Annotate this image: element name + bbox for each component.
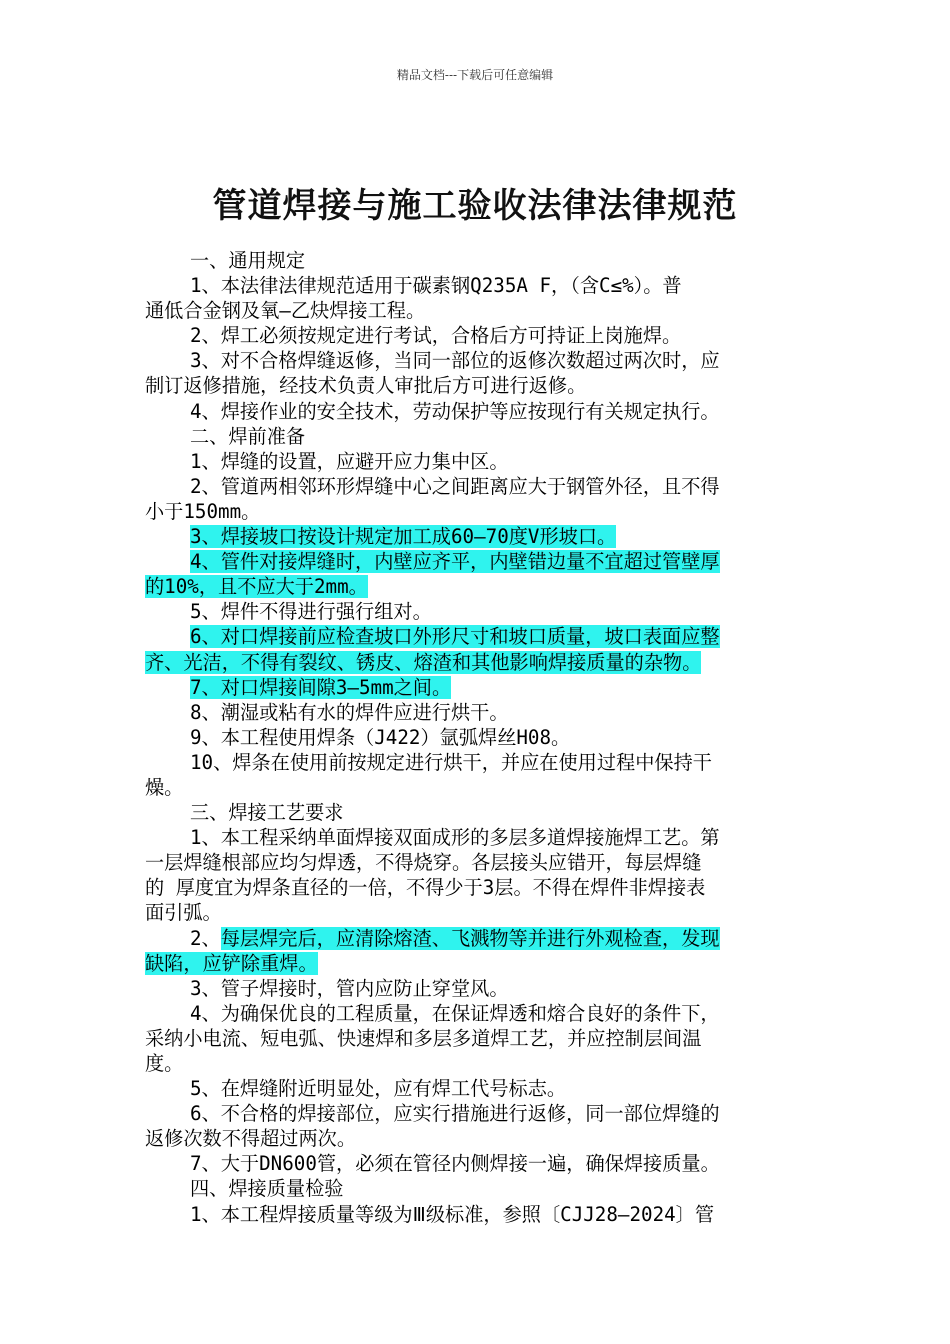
text-line [145,499,807,524]
line-text: 的10%，且不应大于2mm。 [145,575,368,599]
text-line [145,750,807,775]
text-line [145,775,807,800]
text-line [145,549,807,574]
line-text: 一层焊缝根部应均匀焊透，不得烧穿。各层接头应错开，每层焊缝 [145,851,702,875]
text-line [145,1051,807,1076]
line-text: 通低合金钢及氧—乙炔焊接工程。 [145,299,426,323]
text-line [145,1101,807,1126]
line-text: 的 厚度宜为焊条直径的一倍，不得少于3层。不得在焊件非焊接表 [145,876,706,900]
line-text: 燥。 [145,775,184,799]
line-text: 三、焊接工艺要求 [190,801,344,825]
text-line [145,1202,807,1227]
line-text: 一、通用规定 [190,249,306,272]
line-text: 制订返修措施，经技术负责人审批后方可进行返修。 [145,374,587,398]
text-line [145,1001,807,1026]
text-line [145,474,807,499]
header-note: 精品文档---下载后可任意编辑 [396,68,554,82]
line-text: 4、管件对接焊缝时，内壁应齐平，内壁错边量不宜超过管壁厚 [190,550,720,574]
text-line [145,399,807,424]
text-line [145,926,807,951]
text-line [145,248,807,273]
line-text: 9、本工程使用焊条（J422）氩弧焊丝H08。 [190,725,571,749]
text-line [145,348,807,373]
document-body [145,248,807,1227]
text-line [145,825,807,850]
line-text: 四、焊接质量检验 [190,1177,344,1201]
text-line [145,298,807,323]
text-line [145,424,807,449]
line-text: 返修次数不得超过两次。 [145,1127,357,1151]
line-text: 8、潮湿或粘有水的焊件应进行烘干。 [190,700,509,724]
text-line [145,1076,807,1101]
text-line [145,1176,807,1201]
text-line [145,449,807,474]
line-text: 1、本法律法律规范适用于碳素钢Q235A F，（含C≤%）。普 [190,274,682,298]
line-text: 缺陷，应铲除重焊。 [145,951,318,975]
line-text: 6、对口焊接前应检查坡口外形尺寸和坡口质量，坡口表面应整 [190,625,720,649]
line-text: 3、焊接坡口按设计规定加工成60—70度V形坡口。 [190,525,617,549]
line-text: 2、 [190,926,221,950]
text-line [145,800,807,825]
line-text: 2、管道两相邻环形焊缝中心之间距离应大于钢管外径，且不得 [190,474,720,498]
text-line [145,875,807,900]
line-text: 3、对不合格焊缝返修，当同一部位的返修次数超过两次时，应 [190,349,720,373]
text-line [145,574,807,599]
line-text: 3、管子焊接时，管内应防止穿堂风。 [190,976,509,1000]
line-text: 6、不合格的焊接部位，应实行措施进行返修，同一部位焊缝的 [190,1102,720,1126]
line-text: 1、本工程采纳单面焊接双面成形的多层多道焊接施焊工艺。第 [190,826,720,850]
text-line [145,599,807,624]
text-line [145,524,807,549]
document-title: 管道焊接与施工验收法律法律规范 [212,186,738,226]
text-line [145,624,807,649]
line-text: 7、对口焊接间隙3—5mm之间。 [190,675,452,699]
line-text: 面引弧。 [145,901,222,925]
text-line [145,1151,807,1176]
text-line [145,976,807,1001]
line-text: 4、为确保优良的工程质量，在保证焊透和熔合良好的条件下， [190,1001,720,1025]
text-line [145,1126,807,1151]
text-line [145,373,807,398]
text-line [145,675,807,700]
text-line [145,725,807,750]
line-text: 4、焊接作业的安全技术，劳动保护等应按现行有关规定执行。 [190,399,720,423]
line-text: 10、焊条在使用前按规定进行烘干，并应在使用过程中保持干 [190,750,712,774]
text-line [145,850,807,875]
line-text-highlighted: 每层焊完后，应清除熔渣、飞溅物等并进行外观检查，发现 [220,926,720,950]
line-text: 二、焊前准备 [190,424,306,448]
line-text: 1、焊缝的设置，应避开应力集中区。 [190,449,509,473]
line-text: 齐、光洁，不得有裂纹、锈皮、熔渣和其他影响焊接质量的杂物。 [145,650,702,674]
text-line [145,650,807,675]
line-text: 采纳小电流、短电弧、快速焊和多层多道焊工艺，并应控制层间温 [145,1026,702,1050]
text-line [145,323,807,348]
line-text: 5、焊件不得进行强行组对。 [190,600,432,624]
line-text: 小于150mm。 [145,499,261,523]
line-text: 1、本工程焊接质量等级为Ⅲ级标准，参照〔CJJ28—2024〕管 [190,1202,715,1226]
text-line [145,900,807,925]
text-line [145,700,807,725]
line-text: 5、在焊缝附近明显处，应有焊工代号标志。 [190,1077,567,1101]
text-line [145,273,807,298]
text-line [145,1026,807,1051]
text-line [145,951,807,976]
line-text: 2、焊工必须按规定进行考试，合格后方可持证上岗施焊。 [190,324,682,348]
line-text: 度。 [145,1052,184,1075]
line-text: 7、大于DN600管，必须在管径内侧焊接一遍，确保焊接质量。 [190,1152,720,1176]
